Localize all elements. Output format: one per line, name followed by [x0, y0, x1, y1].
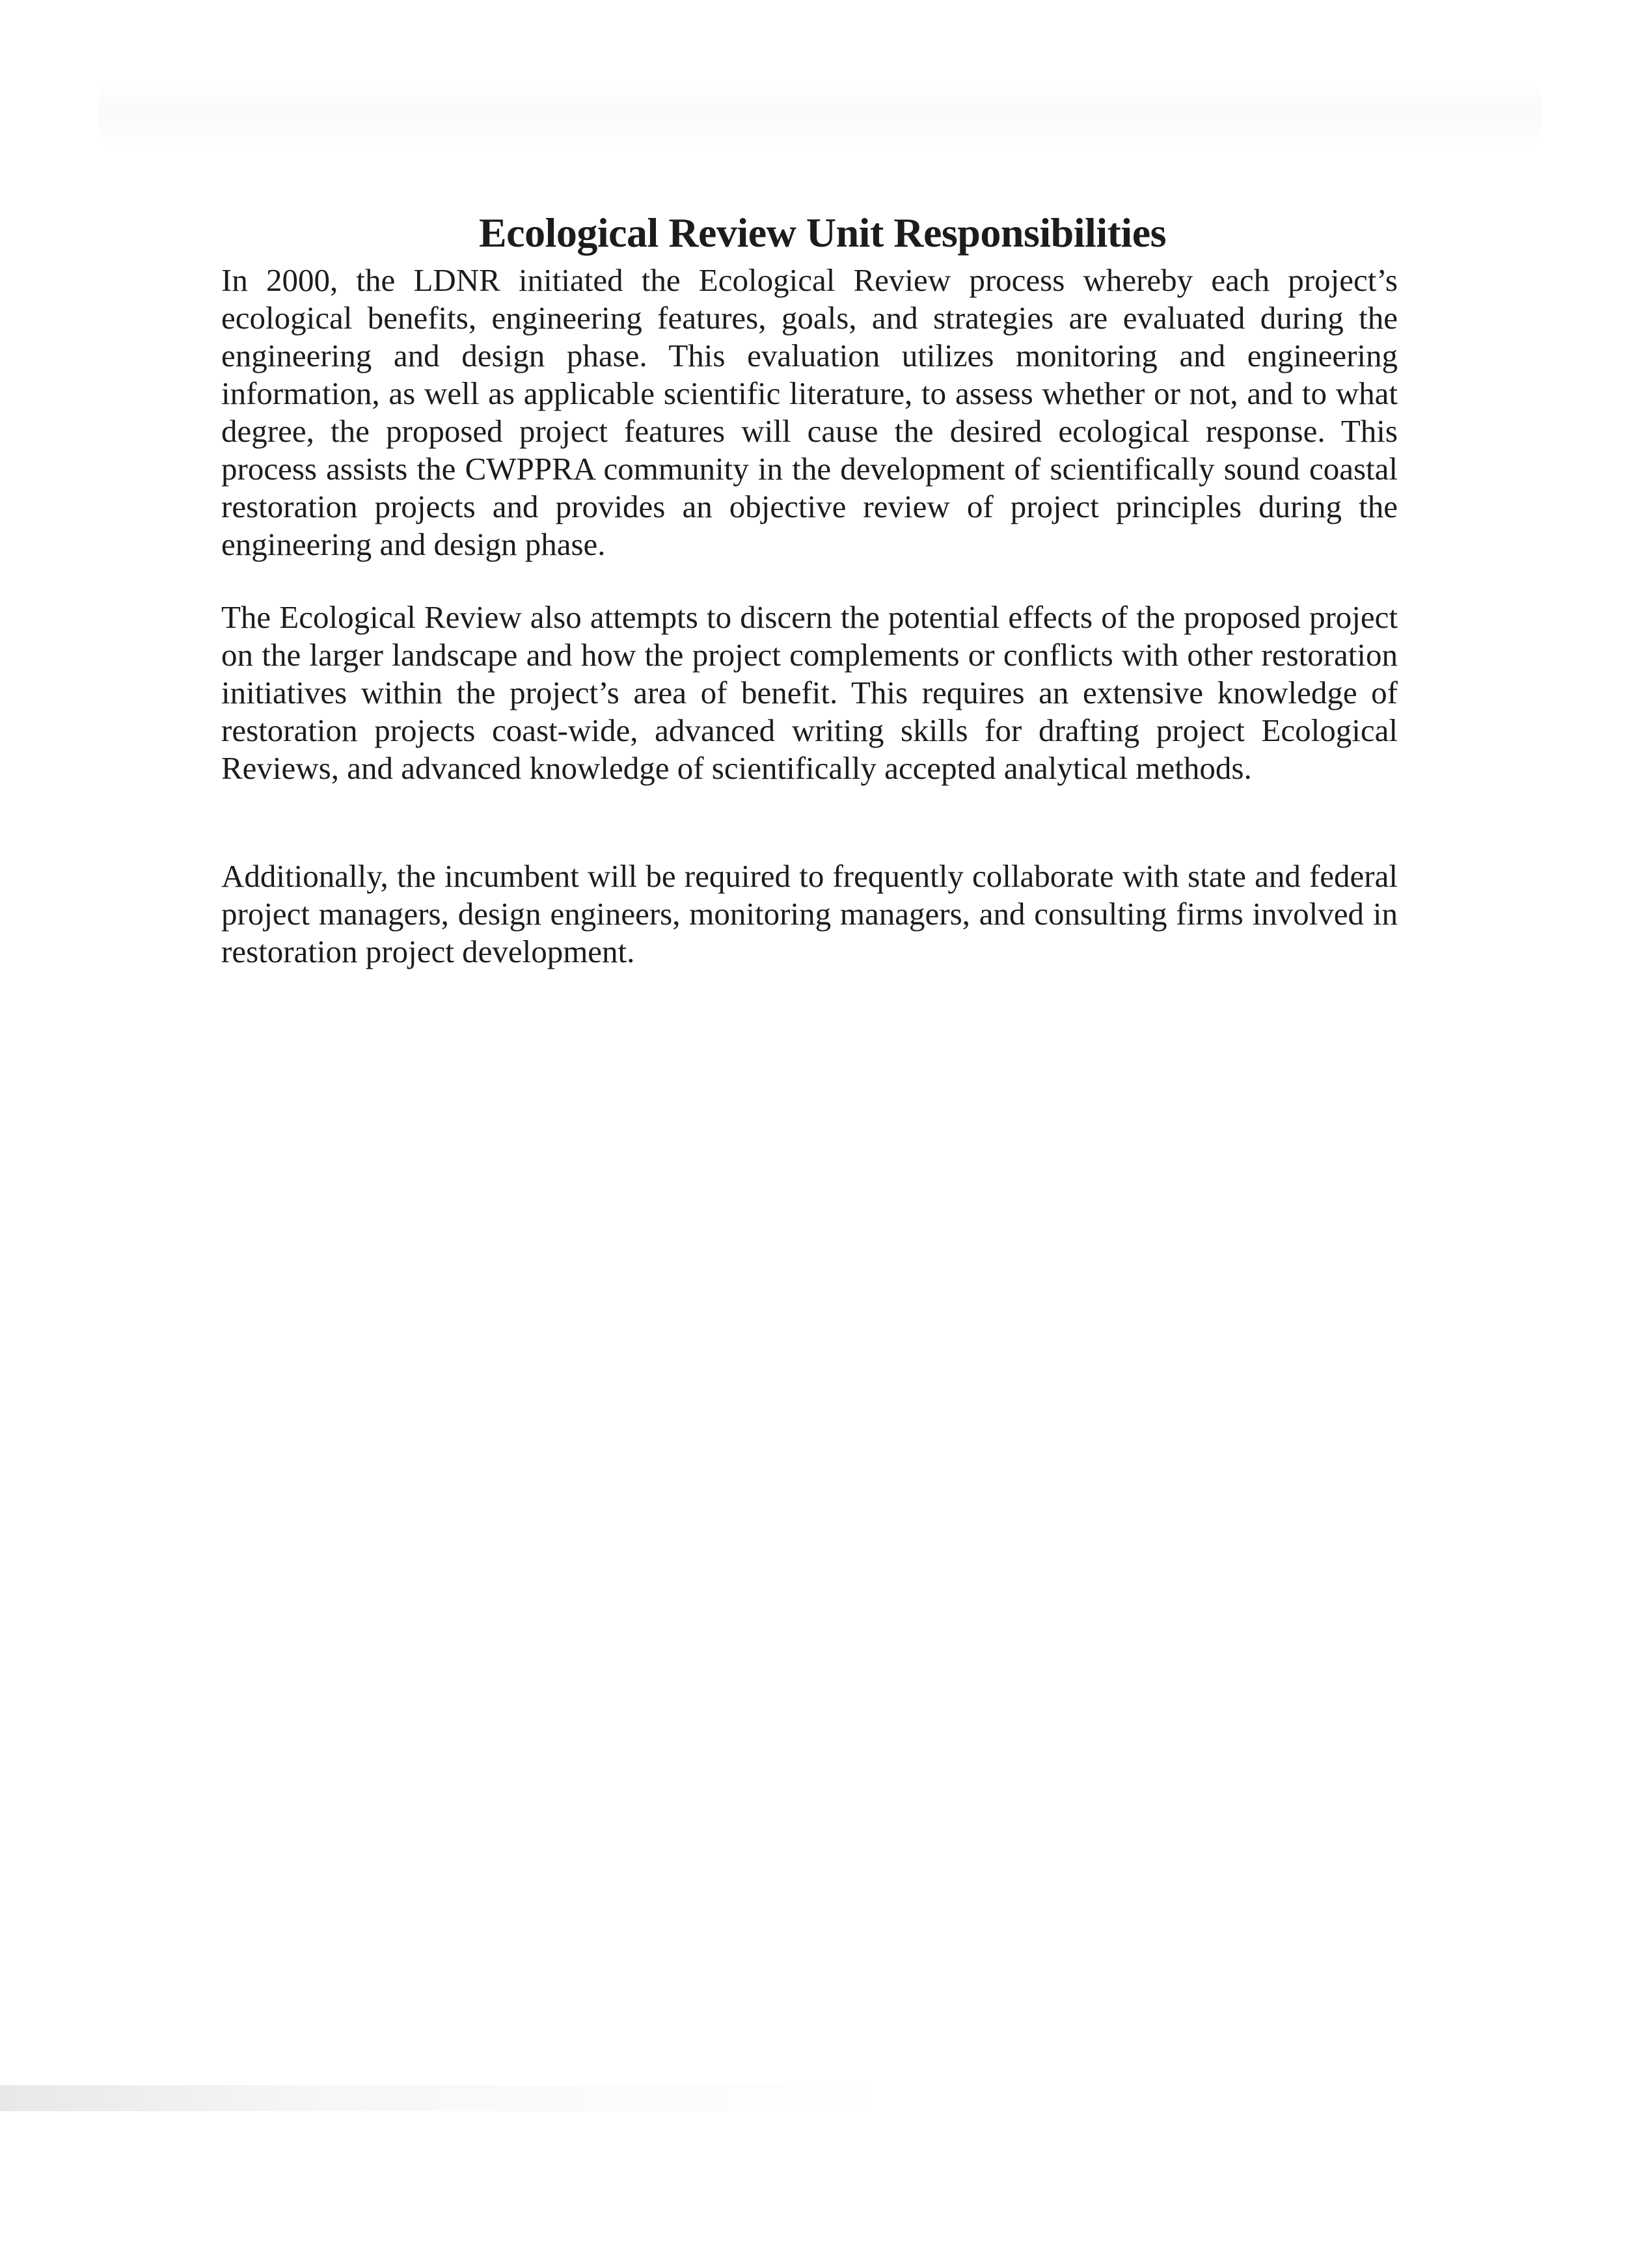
scan-artifact-top [98, 78, 1542, 150]
paragraph-landscape-effects: The Ecological Review also attempts to discern the potential effects of the proposed project on the larger landscape and how the project complements or conflicts with other restoration initiatives within the project’s area of benefit. This requires an extensive knowledge of restoration projects coast-wide, advanced writing skills for drafting project Ecological Reviews, and advanced knowledge of scientifically accepted analytical methods. [221, 599, 1398, 786]
document-title: Ecological Review Unit Responsibilities [478, 209, 1167, 256]
paragraph-ecological-review-process: In 2000, the LDNR initiated the Ecological Review process whereby each project’s ecological benefits, engineering features, goals, and strategies are evaluated during the engineering and design phase. This evaluation utilizes monitoring and engineering information, as well as applicable scientific literature, to assess whether or not, and to what degree, the proposed project features will cause the desired ecological response. This process assists the CWPPRA community in the development of scientifically sound coastal restoration projects and provides an objective review of project principles during the engineering and design phase. [221, 262, 1398, 562]
scan-artifact-bottom [0, 2085, 1645, 2111]
paragraph-collaboration: Additionally, the incumbent will be required to frequently collaborate with state and federal project managers, design engineers, monitoring managers, and consulting firms involved in restoration project development. [221, 858, 1398, 969]
